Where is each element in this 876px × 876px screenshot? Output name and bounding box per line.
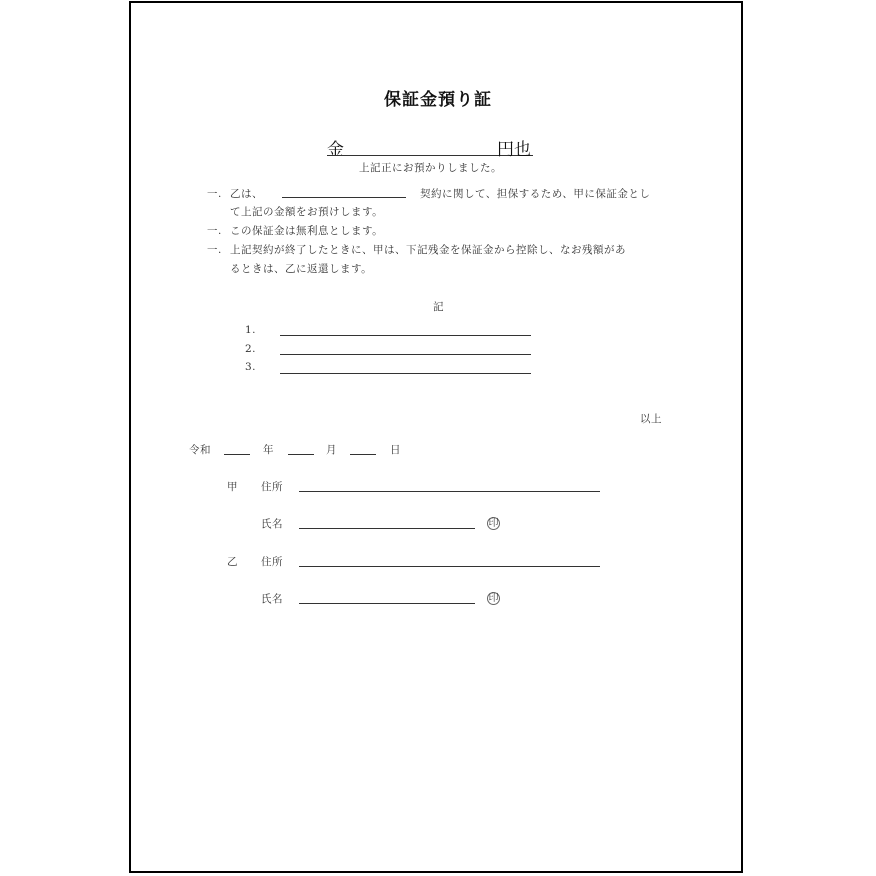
date-year-blank xyxy=(224,454,250,455)
date-day-label: 日 xyxy=(390,444,401,456)
party-b-seal-icon: 印 xyxy=(488,593,499,604)
clause-1-text-line2: て上記の金額をお預けします。 xyxy=(230,206,384,218)
item-3-line xyxy=(280,373,531,374)
date-day-blank xyxy=(350,454,376,455)
clause-3-text-line2: るときは、乙に返還します。 xyxy=(230,263,373,275)
clause-1-text-b: 契約に関して、担保するため、甲に保証金とし xyxy=(420,188,651,200)
date-month-blank xyxy=(288,454,314,455)
document-title: 保証金預り証 xyxy=(384,90,492,110)
clause-3-text: 上記契約が終了したときに、甲は、下記残金を保証金から控除し、なお残額があ xyxy=(230,244,626,256)
party-b-name-label: 氏名 xyxy=(261,593,283,605)
item-2-line xyxy=(280,354,531,355)
ijo-text: 以上 xyxy=(640,413,662,425)
party-a-label: 甲 xyxy=(227,481,238,493)
date-year-label: 年 xyxy=(263,444,274,456)
party-a-name-label: 氏名 xyxy=(261,518,283,530)
party-a-address-line xyxy=(299,491,600,492)
received-note: 上記正にお預かりしました。 xyxy=(359,162,502,174)
date-month-label: 月 xyxy=(326,444,337,456)
item-3-number: 3. xyxy=(245,361,257,373)
party-b-name-line xyxy=(299,603,475,604)
amount-suffix: 円也 xyxy=(497,140,531,160)
ki-heading: 記 xyxy=(433,301,444,313)
clause-1-blank xyxy=(282,197,406,198)
party-b-address-label: 住所 xyxy=(261,556,283,568)
party-b-label: 乙 xyxy=(227,556,238,568)
amount-prefix: 金 xyxy=(327,140,344,160)
party-a-address-label: 住所 xyxy=(261,481,283,493)
item-1-number: 1. xyxy=(245,324,257,336)
clause-2-bullet: 一. xyxy=(207,225,222,237)
party-a-seal-icon: 印 xyxy=(488,518,499,529)
clause-1-text-a: 乙は、 xyxy=(230,188,263,200)
item-1-line xyxy=(280,335,531,336)
document-page xyxy=(129,1,743,873)
clause-1-bullet: 一. xyxy=(207,188,222,200)
party-a-name-line xyxy=(299,528,475,529)
clause-2-text: この保証金は無利息とします。 xyxy=(230,225,384,237)
date-era: 令和 xyxy=(189,444,211,456)
clause-3-bullet: 一. xyxy=(207,244,222,256)
item-2-number: 2. xyxy=(245,343,257,355)
party-b-address-line xyxy=(299,566,600,567)
